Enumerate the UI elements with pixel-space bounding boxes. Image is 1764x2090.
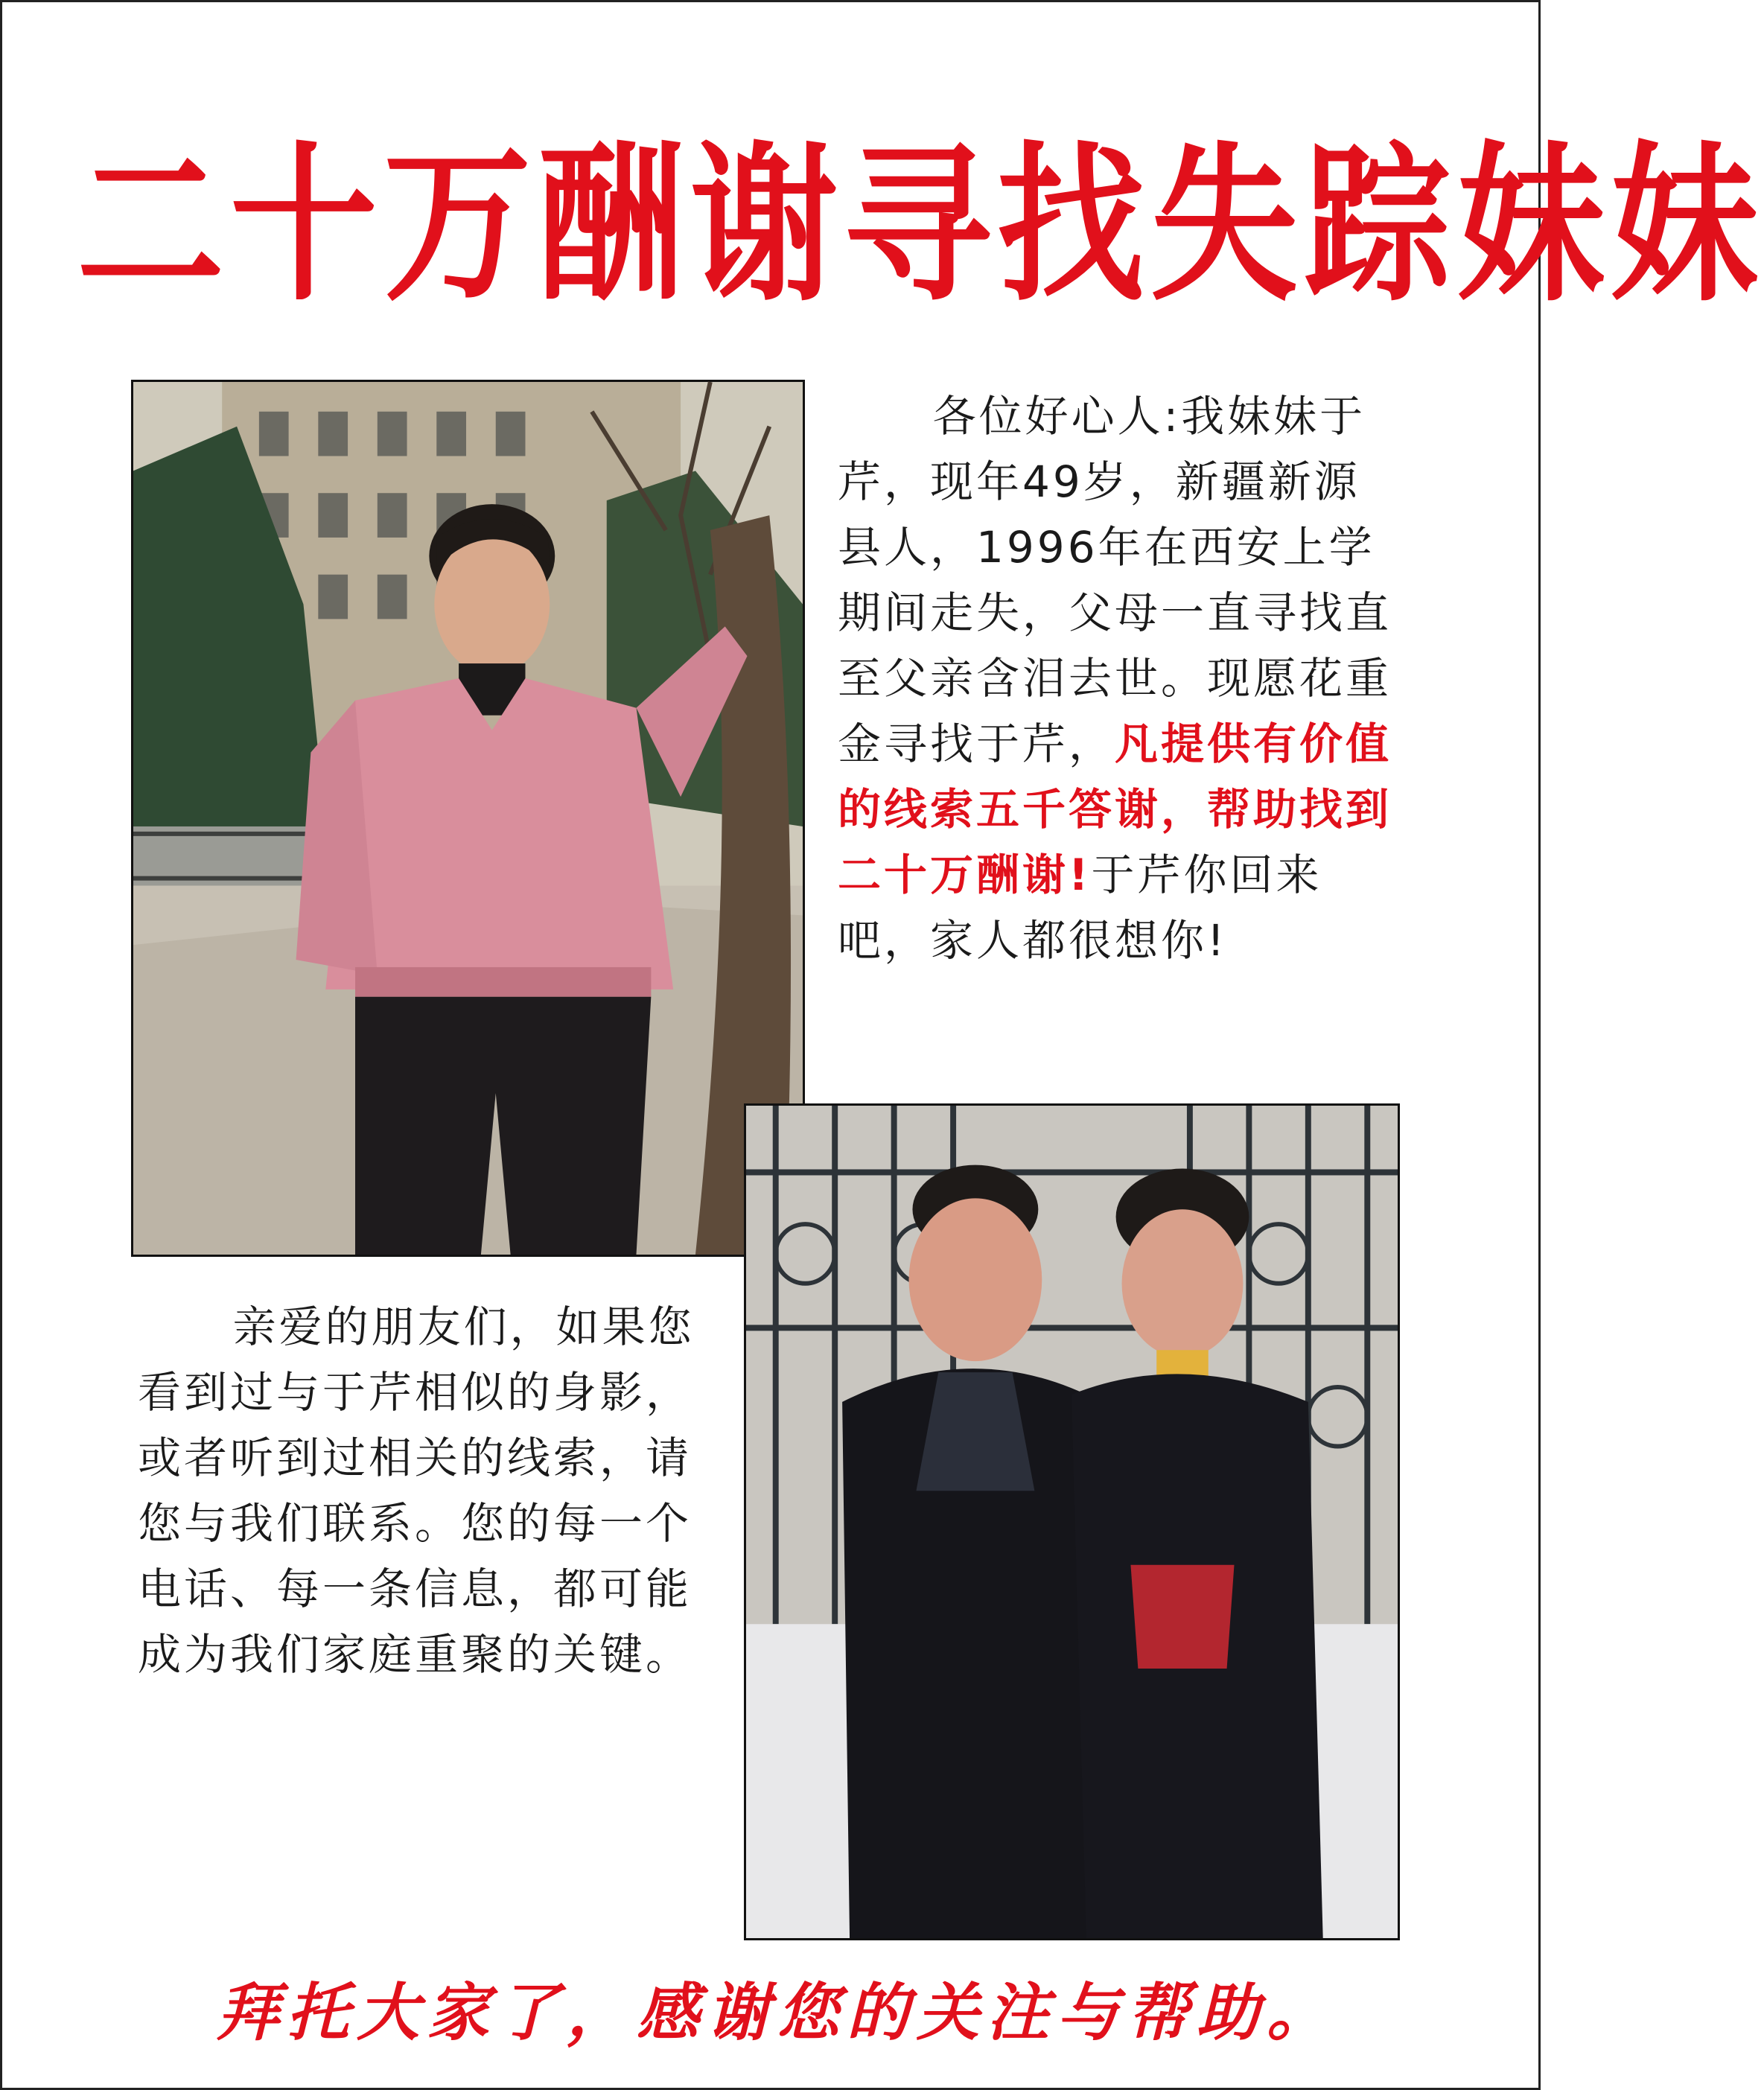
appeal-paragraph: 亲爱的朋友们，如果您看到过与于芹相似的身影，或者听到过相关的线索，请您与我们联系。您的每一个电话、每一条信息，都可能成为我们家庭重聚的关键。 — [138, 1302, 695, 1680]
appeal-text — [138, 1294, 704, 1687]
poster-footer: 拜托大家了，感谢您的关注与帮助。 — [216, 1975, 1337, 2049]
photo-pink-jacket-illustration — [133, 382, 803, 1255]
photo-two-women-illustration — [746, 1106, 1398, 1938]
notice-intro: 各位好心人:我妹妹于芹，现年49岁，新疆新源县人，1996年在西安上学期间走失，父母一直寻找直至父亲含泪去世。现愿花重金寻找于芹， — [838, 391, 1392, 769]
notice-closing: 于芹你回来吧，家人都很想你! — [838, 850, 1322, 966]
poster-title: 二十万酬谢寻找失踪妹妹 — [77, 126, 1764, 325]
photo-woman-pink-jacket — [131, 380, 805, 1257]
notice-paragraph — [838, 383, 1404, 973]
photo-two-women-fence — [744, 1103, 1400, 1940]
reward-highlight: 凡提供有价值的线索五千答谢，帮助找到二十万酬谢! — [838, 719, 1392, 900]
missing-notice-text — [838, 383, 1404, 973]
